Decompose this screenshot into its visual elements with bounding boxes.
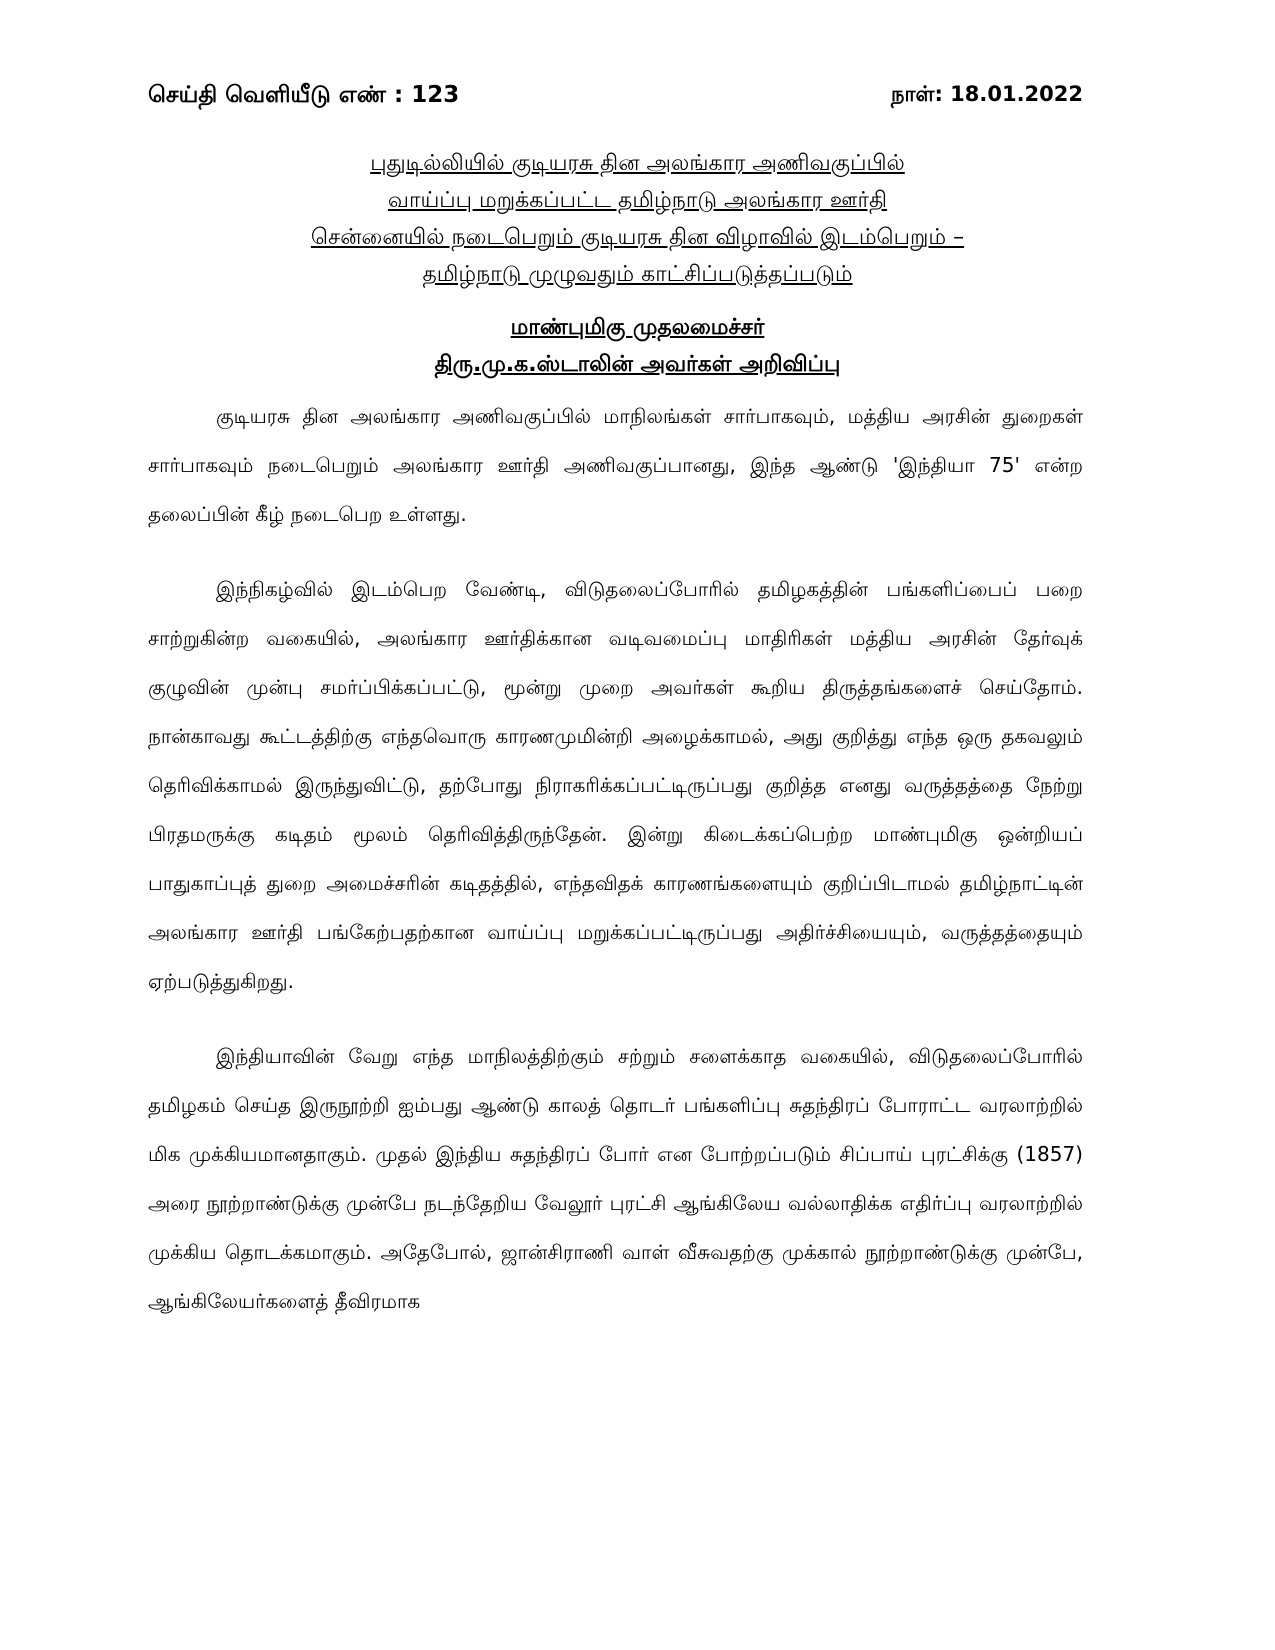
headline-line-2: வாய்ப்பு மறுக்கப்பட்ட தமிழ்நாடு அலங்கார ஊர்தி	[387, 188, 888, 213]
announcement-subtitle: திரு.மு.க.ஸ்டாலின் அவர்கள் அறிவிப்பு	[434, 352, 841, 377]
body-text	[148, 392, 1083, 1352]
headline-line-4: தமிழ்நாடு முழுவதும் காட்சிப்படுத்தப்படும்	[422, 262, 853, 287]
press-release-date: நாள்: 18.01.2022	[891, 82, 1083, 106]
paragraph-1: குடியரசு தின அலங்கார அணிவகுப்பில் மாநிலங்கள் சார்பாகவும், மத்திய அரசின் துறைகள் சார்பாகவும் நடைபெறும் அலங்கார ஊர்தி அணிவகுப்பானது, இந்த ஆண்டு 'இந்தியா 75' என்ற தலைப்பின் கீழ் நடைபெற உள்ளது.	[148, 404, 1084, 526]
paragraph-2: இந்நிகழ்வில் இடம்பெற வேண்டி, விடுதலைப்போரில் தமிழகத்தின் பங்களிப்பைப் பறை சாற்றுகின்ற வகையில், அலங்கார ஊர்திக்கான வடிவமைப்பு மாதிரிகள் மத்திய அரசின் தேர்வுக் குழுவின் முன்பு சமர்ப்பிக்கப்பட்டு, மூன்று முறை அவர்கள் கூறிய திருத்தங்களைச் செய்தோம். நான்காவது கூட்டத்திற்கு எந்தவொரு காரணமுமின்றி அழைக்காமல், அது குறித்து எந்த ஒரு தகவலும் தெரிவிக்காமல் இருந்துவிட்டு, தற்போது நிராகரிக்கப்பட்டிருப்பது குறித்த எனது வருத்தத்தை நேற்று பிரதமருக்கு கடிதம் மூலம் தெரிவித்திருந்தேன். இன்று கிடைக்கப்பெற்ற மாண்புமிகு ஒன்றியப் பாதுகாப்புத் துறை அமைச்சரின் கடிதத்தில், எந்தவிதக் காரணங்களையும் குறிப்பிடாமல் தமிழ்நாட்டின் அலங்கார ஊர்தி பங்கேற்பதற்கான வாய்ப்பு மறுக்கப்பட்டிருப்பது அதிர்ச்சியையும், வருத்தத்தையும் ஏற்படுத்துகிறது.	[148, 577, 1083, 993]
press-release-header	[148, 82, 1083, 122]
headline-line-3: சென்னையில் நடைபெறும் குடியரசு தின விழாவில் இடம்பெறும் –	[310, 225, 965, 250]
headline-block	[140, 145, 1135, 293]
headline-line-1: புதுடில்லியில் குடியரசு தின அலங்கார அணிவகுப்பில்	[370, 151, 905, 176]
announcement-heading	[140, 309, 1135, 383]
press-release-number: செய்தி வெளியீடு எண் : 123	[148, 82, 460, 108]
announcement-title: மாண்புமிகு முதலமைச்சர்	[510, 315, 765, 340]
paragraph-3: இந்தியாவின் வேறு எந்த மாநிலத்திற்கும் சற்றும் சளைக்காத வகையில், விடுதலைப்போரில் தமிழகம் செய்த இருநூற்றி ஐம்பது ஆண்டு காலத் தொடர் பங்களிப்பு சுதந்திரப் போராட்ட வரலாற்றில் மிக முக்கியமானதாகும். முதல் இந்திய சுதந்திரப் போர் என போற்றப்படும் சிப்பாய் புரட்சிக்கு (1857) அரை நூற்றாண்டுக்கு முன்பே நடந்தேறிய வேலூர் புரட்சி ஆங்கிலேய வல்லாதிக்க எதிர்ப்பு வரலாற்றில் முக்கிய தொடக்கமாகும். அதேபோல், ஜான்சிராணி வாள் வீசுவதற்கு முக்கால் நூற்றாண்டுக்கு முன்பே, ஆங்கிலேயர்களைத் தீவிரமாக	[148, 1044, 1084, 1313]
